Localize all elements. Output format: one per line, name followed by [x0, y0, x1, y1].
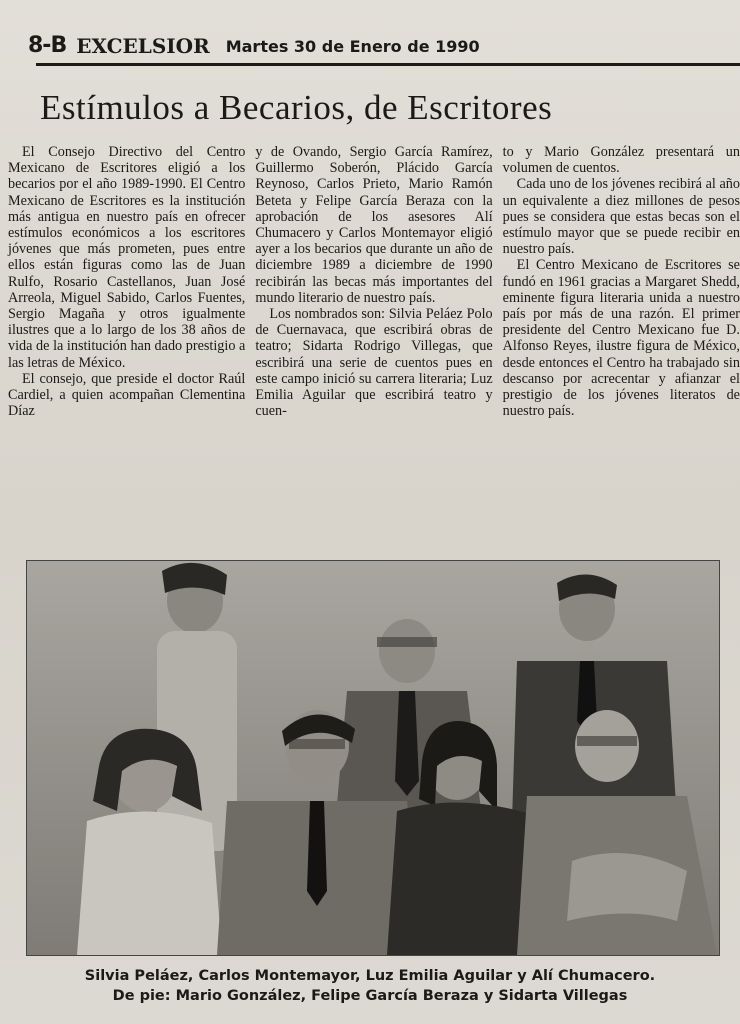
paragraph: y de Ovando, Sergio García Ramírez, Guillermo Soberón, Plácido García Reynoso, Carlos Prieto, Mario Ramón Beteta y Felipe García Beraza con la aprobación de los asesores Alí Chumacero y Carlos Montemayor eligió ayer a los becarios que durante un año de diciembre 1989 a diciembre de 1990 recibirán las becas más importantes del mundo literario de nuestro país. — [255, 144, 493, 306]
masthead — [28, 18, 728, 58]
paragraph: Los nombrados son: Silvia Peláez Polo de Cuernavaca, que escribirá obras de teatro; Sidarta Rodrigo Villegas, que escribirá una serie de cuentos pues en este campo inició su carrera literaria; Luz Emilia Aguilar que escribirá teatro y cuen- — [255, 306, 493, 420]
paragraph: El Centro Mexicano de Escritores se fundó en 1961 gracias a Margaret Shedd, eminente figura literaria unida a nuestro país por más de una razón. El primer presidente del Centro Mexicano fue D. Alfonso Reyes, ilustre figura de México, desde entonces el Centro ha trabajado sin descanso por acrecentar y afianzar el prestigio de los jóvenes literatos de nuestro país. — [502, 257, 740, 420]
paragraph: El consejo, que preside el doctor Raúl Cardiel, a quien acompañan Clementina Díaz — [8, 370, 246, 420]
caption-line-1: Silvia Peláez, Carlos Montemayor, Luz Emilia Aguilar y Alí Chumacero. — [84, 968, 656, 984]
paragraph: El Consejo Directivo del Centro Mexicano de Escritores eligió a los becarios por el año 1989-1990. El Centro Mexicano de Escritores es la institución más antigua en nuestro país en ofrecer estímulos económicos a los escritores jóvenes que más prometen, pues entre ellos están figuras como las de Juan Rulfo, Rosario Castellanos, Juan José Arreola, Miguel Sabido, Carlos Fuentes, Sergio Magaña y otros igualmente ilustres que a lo largo de los 38 años de vida de la institución han dado prestigio a las letras de México. — [8, 144, 246, 371]
caption-line-2: De pie: Mario González, Felipe García Beraza y Sidarta Villegas — [112, 988, 628, 1004]
issue-date: Martes 30 de Enero de 1990 — [225, 37, 480, 56]
masthead-rule — [36, 63, 740, 66]
article-column-2 — [255, 144, 492, 536]
section-tag: 8-B — [28, 33, 67, 58]
paragraph: Cada uno de los jóvenes recibirá al año un equivalente a diez millones de pesos pues se considera que estas becas son el estímulo mayor que se puede recibir en nuestro país. — [502, 176, 740, 258]
paragraph: to y Mario González presentará un volumen de cuentos. — [502, 144, 740, 177]
article-column-3 — [503, 144, 740, 536]
group-photo-illustration — [27, 561, 719, 955]
article-headline: Estímulos a Becarios, de Escritores — [40, 88, 553, 127]
group-photo — [26, 560, 720, 956]
article-column-1 — [8, 144, 245, 536]
article-body — [8, 144, 740, 536]
photo-caption — [10, 966, 730, 1006]
paper-name: EXCELSIOR — [76, 34, 210, 58]
